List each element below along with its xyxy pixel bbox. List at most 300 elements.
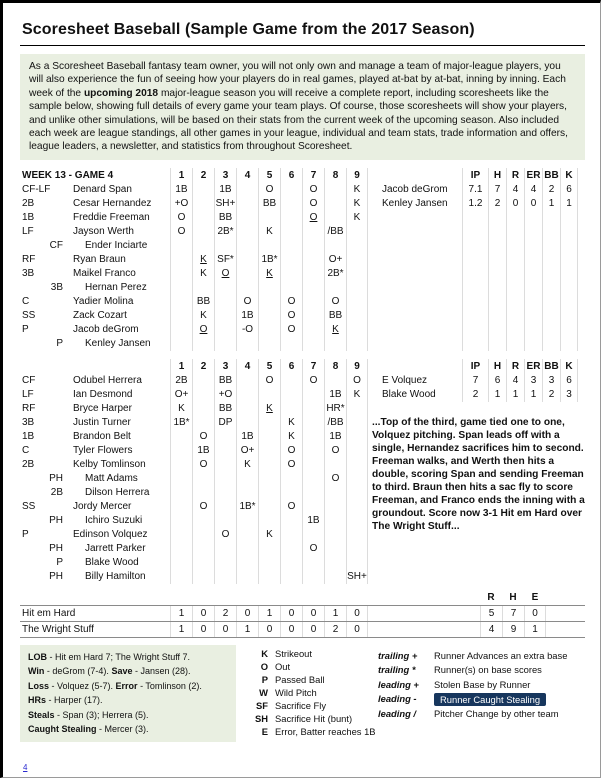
- inning-header: 2: [192, 168, 214, 183]
- pitcher-stat: [524, 402, 542, 416]
- inning-cell: [236, 570, 258, 584]
- pitcher-stat: [524, 570, 542, 584]
- player-row: [20, 239, 585, 253]
- title-divider: [20, 45, 585, 46]
- inning-cell: [192, 472, 214, 486]
- inning-cell: [236, 416, 258, 430]
- pitcher-name-header: [378, 359, 462, 374]
- inning-cell: [346, 500, 368, 514]
- player-row: [20, 183, 585, 197]
- inning-cell: K: [280, 430, 302, 444]
- inning-cell: K: [192, 267, 214, 281]
- stat-header: IP: [462, 359, 488, 374]
- pitcher-stat: [560, 295, 578, 309]
- pitcher-stat: 2: [462, 388, 488, 402]
- pitcher-stat: [560, 225, 578, 239]
- legend-code-row: [246, 647, 368, 660]
- inning-cell: O: [280, 309, 302, 323]
- player-name: Ender Inciarte: [85, 239, 148, 251]
- inning-cell: [302, 295, 324, 309]
- inning-cell: O: [280, 458, 302, 472]
- inning-cell: BB: [214, 402, 236, 416]
- inning-cell: [192, 486, 214, 500]
- spacer: [368, 556, 378, 570]
- inning-cell: [324, 281, 346, 295]
- spacer: [368, 337, 378, 351]
- inning-cell: [236, 374, 258, 388]
- inning-cell: [214, 337, 236, 351]
- inning-cell: [258, 211, 280, 225]
- inning-cell: [302, 267, 324, 281]
- inning-cell: [346, 472, 368, 486]
- inning-cell: +O: [214, 388, 236, 402]
- player-row: [20, 556, 585, 570]
- inning-cell: [280, 239, 302, 253]
- pitcher-stat: [488, 267, 506, 281]
- inning-cell: [214, 281, 236, 295]
- inning-score: 0: [346, 606, 368, 621]
- inning-cell: K: [258, 225, 280, 239]
- pitcher-stat: 6: [560, 183, 578, 197]
- spacer: [170, 590, 192, 605]
- player-row: [20, 323, 585, 337]
- inning-cell: [170, 444, 192, 458]
- inning-cell: [280, 267, 302, 281]
- inning-header: 5: [258, 168, 280, 183]
- inning-cell: [346, 458, 368, 472]
- pitcher-stat: [560, 337, 578, 351]
- spacer: [368, 197, 378, 211]
- inning-cell: [214, 444, 236, 458]
- inning-cell: 1B: [192, 444, 214, 458]
- pitcher-stat: 2: [542, 183, 560, 197]
- inning-cell: [258, 542, 280, 556]
- inning-header: 2: [192, 359, 214, 374]
- inning-cell: K: [192, 309, 214, 323]
- pitcher-stat: [560, 211, 578, 225]
- inning-cell: [258, 570, 280, 584]
- team-total-row: [20, 605, 585, 621]
- inning-cell: [280, 225, 302, 239]
- inning-cell: [258, 486, 280, 500]
- player-name: Cesar Hernandez: [73, 197, 152, 209]
- pitcher-stat: [462, 402, 488, 416]
- player-name: Ryan Braun: [73, 253, 126, 265]
- pitcher-stat: [462, 267, 488, 281]
- legend-desc: Sacrifice Hit (bunt): [275, 712, 353, 724]
- legend-flags: [378, 649, 585, 722]
- inning-score: 0: [192, 622, 214, 637]
- inning-header: 8: [324, 168, 346, 183]
- pitcher-stat: 4: [506, 183, 524, 197]
- summary-text: - Volquez (5-7).: [49, 680, 116, 691]
- line-score-totals: [20, 590, 585, 638]
- inning-score: 1: [324, 606, 346, 621]
- inning-cell: [170, 570, 192, 584]
- player-row: [20, 374, 585, 388]
- inning-cell: [236, 281, 258, 295]
- inning-cell: [346, 528, 368, 542]
- inning-cell: [192, 239, 214, 253]
- flag-term: leading -: [378, 693, 417, 705]
- spacer: [302, 590, 324, 605]
- inning-cell: [280, 183, 302, 197]
- pitcher-stat: [524, 337, 542, 351]
- player-position: LF: [22, 388, 34, 400]
- pitcher-stat: [506, 542, 524, 556]
- inning-cell: [346, 514, 368, 528]
- pitcher-stat: [524, 309, 542, 323]
- pitcher-stat: [506, 556, 524, 570]
- inning-cell: [170, 542, 192, 556]
- inning-cell: [346, 295, 368, 309]
- team-hits: 7: [502, 606, 524, 621]
- inning-cell: O: [302, 374, 324, 388]
- legend-desc: Out: [275, 660, 291, 672]
- player-row: [20, 225, 585, 239]
- inning-cell: [324, 542, 346, 556]
- summary-line: [28, 664, 228, 679]
- inning-cell: BB: [258, 197, 280, 211]
- team-total-row: [20, 621, 585, 638]
- team-hits: 9: [502, 622, 524, 637]
- pitcher-stat: [488, 402, 506, 416]
- stat-header: R: [506, 359, 524, 374]
- inning-cell: O: [280, 295, 302, 309]
- flag-term: leading /: [378, 707, 417, 719]
- rhe-header: R: [487, 591, 495, 603]
- inning-header: 3: [214, 359, 236, 374]
- pitcher-stat: 1: [542, 197, 560, 211]
- pitcher-stat: [542, 570, 560, 584]
- pitcher-stat: [542, 253, 560, 267]
- page-title: Scoresheet Baseball (Sample Game from the 2017 Season): [22, 21, 475, 38]
- pitcher-stat: [560, 542, 578, 556]
- pitcher-name-header: [378, 168, 462, 183]
- inning-cell: [258, 514, 280, 528]
- summary-label: Win: [28, 666, 45, 677]
- player-position: SS: [22, 309, 36, 321]
- pitcher-stat: 1: [560, 197, 578, 211]
- inning-cell: O: [236, 295, 258, 309]
- inning-cell: [280, 388, 302, 402]
- inning-cell: [214, 486, 236, 500]
- spacer: [368, 402, 378, 416]
- inning-cell: [280, 556, 302, 570]
- summary-line: [28, 679, 228, 694]
- pitcher-stat: [542, 239, 560, 253]
- inning-cell: [236, 253, 258, 267]
- pitcher-stat: [524, 225, 542, 239]
- player-name: Jarrett Parker: [85, 542, 146, 554]
- pitcher-stat: [542, 211, 560, 225]
- player-name: Justin Turner: [73, 416, 131, 428]
- inning-header: 7: [302, 359, 324, 374]
- pitcher-stat: [560, 309, 578, 323]
- spacer: [368, 570, 378, 584]
- summary-line: [28, 708, 228, 723]
- team-errors: 0: [524, 606, 546, 621]
- inning-cell: O: [280, 323, 302, 337]
- inning-cell: 1B: [170, 183, 192, 197]
- inning-cell: [236, 197, 258, 211]
- player-row: [20, 309, 585, 323]
- spacer: [368, 281, 378, 295]
- inning-cell: [170, 281, 192, 295]
- inning-score: 0: [214, 622, 236, 637]
- pitcher-stat: [506, 267, 524, 281]
- spacer: [368, 542, 378, 556]
- pitcher-stat: [462, 570, 488, 584]
- inning-cell: [236, 472, 258, 486]
- inning-cell: [192, 556, 214, 570]
- inning-cell: [324, 183, 346, 197]
- inning-cell: 1B: [236, 430, 258, 444]
- pitcher-stat: [506, 281, 524, 295]
- spacer: [324, 590, 346, 605]
- inning-cell: [258, 337, 280, 351]
- summary-label: Error: [115, 680, 138, 691]
- spacer: [368, 622, 480, 637]
- player-row: [20, 295, 585, 309]
- inning-cell: [170, 430, 192, 444]
- inning-cell: [214, 295, 236, 309]
- inning-cell: O: [324, 472, 346, 486]
- flag-desc: Runner Advances an extra base: [434, 649, 568, 661]
- inning-cell: [280, 253, 302, 267]
- inning-score: 0: [346, 622, 368, 637]
- inning-cell: SH+: [347, 570, 367, 582]
- legend-code-row: [246, 725, 376, 738]
- inning-cell: [214, 458, 236, 472]
- inning-cell: [170, 253, 192, 267]
- inning-cell: [346, 556, 368, 570]
- inning-header: 6: [280, 168, 302, 183]
- inning-cell: K: [258, 402, 280, 416]
- inning-score: 1: [258, 606, 280, 621]
- player-position: CF-LF: [22, 183, 51, 195]
- inning-cell: DP: [214, 416, 236, 430]
- flag-desc: Runner Caught Stealing: [434, 693, 546, 706]
- spacer: [368, 374, 378, 388]
- inning-cell: [192, 514, 214, 528]
- inning-cell: O+: [324, 253, 346, 267]
- inning-cell: [324, 197, 346, 211]
- pitcher-name: [378, 309, 462, 323]
- inning-cell: [192, 183, 214, 197]
- inning-cell: [302, 388, 324, 402]
- pitcher-stat: [560, 253, 578, 267]
- inning-cell: [258, 239, 280, 253]
- inning-cell: O: [192, 430, 214, 444]
- inning-cell: [170, 500, 192, 514]
- inning-cell: [280, 472, 302, 486]
- inning-cell: O: [170, 225, 192, 239]
- pitcher-stat: [542, 225, 560, 239]
- spacer: [368, 590, 480, 605]
- inning-cell: [346, 402, 368, 416]
- pitcher-stat: [506, 309, 524, 323]
- inning-cell: [236, 239, 258, 253]
- inning-cell: [258, 430, 280, 444]
- inning-cell: [192, 211, 214, 225]
- pitcher-stat: 0: [524, 197, 542, 211]
- inning-cell: 2B*: [324, 267, 346, 281]
- spacer: [280, 590, 302, 605]
- team-name: The Wright Stuff: [22, 623, 94, 635]
- inning-header: 3: [214, 168, 236, 183]
- inning-cell: K: [346, 197, 368, 211]
- inning-cell: K: [346, 183, 368, 197]
- player-position: PH: [49, 514, 63, 526]
- inning-cell: [170, 458, 192, 472]
- inning-cell: [346, 542, 368, 556]
- pitcher-name: [378, 323, 462, 337]
- inning-cell: K: [258, 267, 280, 281]
- player-name: Kelby Tomlinson: [73, 458, 146, 470]
- inning-cell: [214, 500, 236, 514]
- pitcher-stat: [488, 239, 506, 253]
- inning-cell: SF*: [214, 253, 236, 267]
- pitcher-name: [378, 556, 462, 570]
- inning-cell: [302, 444, 324, 458]
- pitcher-stat: [488, 556, 506, 570]
- grid-header-row: [20, 359, 585, 374]
- pitcher-stat: [488, 295, 506, 309]
- player-position: 2B: [22, 458, 35, 470]
- legend-flag-row: [378, 707, 585, 722]
- player-name: Yadier Molina: [73, 295, 134, 307]
- summary-text: - Mercer (3).: [96, 724, 149, 735]
- player-position: P: [22, 528, 29, 540]
- inning-cell: O: [302, 183, 324, 197]
- inning-cell: O: [302, 542, 324, 556]
- flag-term: leading +: [378, 678, 419, 690]
- spacer: [368, 225, 378, 239]
- summary-line: [28, 693, 228, 708]
- legend-flag-row: [378, 649, 585, 664]
- inning-cell: 1B*: [170, 416, 192, 430]
- inning-cell: [302, 528, 324, 542]
- pitcher-name: Blake Wood: [382, 388, 436, 400]
- player-name: Ichiro Suzuki: [85, 514, 143, 526]
- legend-code-row: [246, 660, 368, 673]
- footer-link[interactable]: 4: [23, 763, 28, 772]
- inning-score: 0: [258, 622, 280, 637]
- inning-cell: [214, 542, 236, 556]
- stat-header: BB: [542, 168, 560, 183]
- inning-cell: [324, 514, 346, 528]
- legend-code: SH: [254, 712, 268, 724]
- team-runs: 4: [480, 622, 502, 637]
- pitcher-stat: [462, 281, 488, 295]
- player-position: P: [56, 556, 63, 568]
- stat-header: BB: [542, 359, 560, 374]
- inning-cell: K: [258, 528, 280, 542]
- summary-line: [28, 722, 228, 737]
- inning-cell: BB: [214, 374, 236, 388]
- inning-score: 0: [192, 606, 214, 621]
- inning-cell: [214, 556, 236, 570]
- inning-cell: [280, 281, 302, 295]
- bottom-legend-area: [20, 645, 585, 742]
- legend-code-row: [246, 712, 368, 725]
- inning-cell: 2B: [170, 374, 192, 388]
- pitcher-stat: [462, 309, 488, 323]
- inning-cell: [302, 225, 324, 239]
- inning-cell: [346, 416, 368, 430]
- pitcher-stat: 3: [542, 374, 560, 388]
- inning-cell: 2B*: [214, 225, 236, 239]
- summary-text: - Tomlinson (2).: [137, 680, 202, 691]
- flag-desc: Pitcher Change by other team: [434, 707, 559, 719]
- pitcher-stat: 3: [524, 374, 542, 388]
- player-row: [20, 337, 585, 351]
- inning-cell: O: [346, 374, 368, 388]
- legend-code-row: [246, 673, 368, 686]
- inning-cell: [324, 486, 346, 500]
- spacer: [346, 590, 368, 605]
- inning-cell: [214, 430, 236, 444]
- player-name: Maikel Franco: [73, 267, 136, 279]
- stat-header: H: [488, 359, 506, 374]
- summary-text: - Span (3); Herrera (5).: [54, 709, 149, 720]
- inning-cell: 1B: [324, 388, 346, 402]
- legend-desc: Sacrifice Fly: [275, 699, 327, 711]
- pitcher-stat: 4: [506, 374, 524, 388]
- inning-cell: [214, 514, 236, 528]
- legend-flag-row: [378, 692, 585, 707]
- inning-cell: [302, 281, 324, 295]
- inning-cell: BB: [192, 295, 214, 309]
- legend-desc: Error, Batter reaches 1B: [275, 725, 376, 737]
- inning-cell: [324, 500, 346, 514]
- inning-cell: [346, 253, 368, 267]
- inning-cell: [280, 528, 302, 542]
- inning-header: 5: [258, 359, 280, 374]
- inning-cell: +O: [170, 197, 192, 211]
- player-name: Odubel Herrera: [73, 374, 142, 386]
- pitcher-stat: [488, 211, 506, 225]
- player-row: [20, 542, 585, 556]
- flag-term: trailing *: [378, 664, 416, 676]
- player-name: Ian Desmond: [73, 388, 133, 400]
- spacer: [20, 590, 170, 605]
- pitcher-stat: [506, 337, 524, 351]
- intro-text-2: major-league season you will receive a complete report, including scoresheets like the sample below, showing full details of every game your team plays. Of course, those scoresheets will show your players, and unlike other simulations, will be based on their stats from the current week of the upcoming season. Also included each week are league standings, all other games in your league, individual and team stats, trade information and offers, league leaders, a newsletter, and statistics from throughout Scoresheet.: [29, 87, 568, 153]
- pitcher-stat: [462, 253, 488, 267]
- summary-text: - Hit em Hard 7; The Wright Stuff 7.: [47, 651, 191, 662]
- pitcher-stat: [524, 281, 542, 295]
- spacer: [368, 267, 378, 281]
- pitcher-stat: [462, 295, 488, 309]
- summary-label: HRs: [28, 695, 47, 706]
- inning-cell: [346, 323, 368, 337]
- legend-desc: Strikeout: [275, 647, 312, 659]
- player-name: Kenley Jansen: [85, 337, 151, 349]
- player-name: Tyler Flowers: [73, 444, 133, 456]
- pitcher-name: [378, 225, 462, 239]
- inning-cell: O: [302, 197, 324, 211]
- inning-cell: 1B: [214, 183, 236, 197]
- player-row: [20, 402, 585, 416]
- player-name: Freddie Freeman: [73, 211, 150, 223]
- inning-cell: /BB: [324, 225, 346, 239]
- inning-cell: 1B: [236, 309, 258, 323]
- game-summary-box: [20, 645, 236, 742]
- pitcher-stat: 6: [560, 374, 578, 388]
- inning-cell: [192, 374, 214, 388]
